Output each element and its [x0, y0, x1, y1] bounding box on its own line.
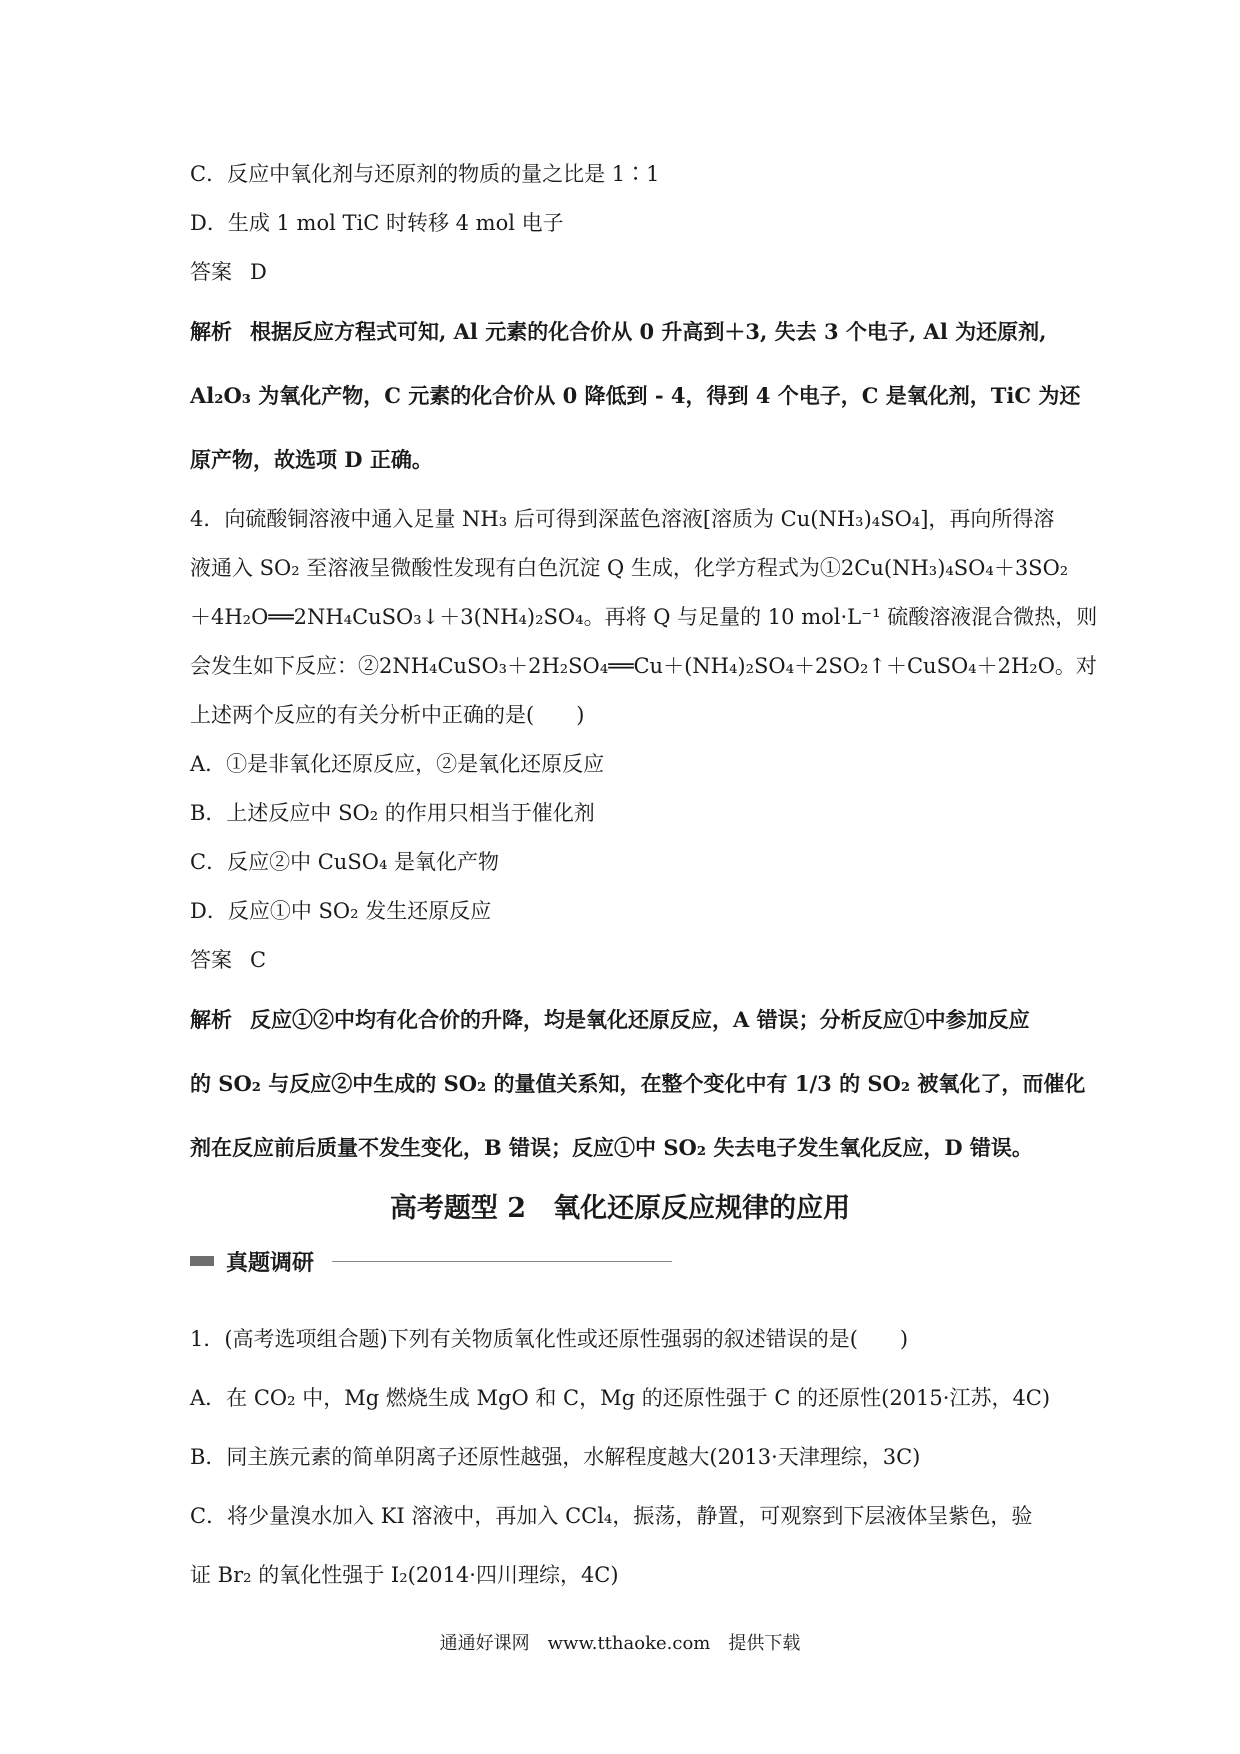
q3-option-d: D．生成 1 mol TiC 时转移 4 mol 电子 — [190, 211, 564, 235]
q4-answer — [190, 946, 1060, 974]
q1-option-a: A．在 CO₂ 中，Mg 燃烧生成 MgO 和 C，Mg 的还原性强于 C 的还原性(2015·江苏，4C) — [190, 1386, 1051, 1410]
q1-option-b: B．同主族元素的简单阴离子还原性越强，水解程度越大(2013·天津理综，3C) — [190, 1445, 921, 1469]
subhead-rule — [332, 1261, 672, 1262]
subhead-bar — [190, 1256, 214, 1266]
q4-option-b: B．上述反应中 SO₂ 的作用只相当于催化剂 — [190, 801, 595, 825]
answer-value: D — [250, 260, 267, 284]
q3-option-c: C．反应中氧化剂与还原剂的物质的量之比是 1∶1 — [190, 162, 660, 186]
q3-analysis-line-3: 原产物，故选项 D 正确。 — [190, 447, 433, 472]
q4-stem-line-5: 上述两个反应的有关分析中正确的是( ) — [190, 703, 585, 727]
q4-stem-line-4: 会发生如下反应：②2NH₄CuSO₃＋2H₂SO₄══Cu＋(NH₄)₂SO₄＋2SO₂↑＋CuSO₄＋2H₂O。对 — [190, 654, 1097, 678]
answer-value: C — [250, 948, 267, 972]
q4-analysis-line-3: 剂在反应前后质量不发生变化，B 错误；反应①中 SO₂ 失去电子发生氧化反应，D 错误。 — [190, 1135, 1033, 1160]
q4-option-c: C．反应②中 CuSO₄ 是氧化产物 — [190, 850, 500, 874]
answer-label: 答案 — [190, 260, 232, 284]
subhead-label: 真题调研 — [226, 1250, 315, 1276]
q1-option-c-line-1: C．将少量溴水加入 KI 溶液中，再加入 CCl₄，振荡，静置，可观察到下层液体呈紫色，验 — [190, 1504, 1033, 1528]
q1-option-c-line-2: 证 Br₂ 的氧化性强于 I₂(2014·四川理综，4C) — [190, 1563, 619, 1587]
q4-option-a: A．①是非氧化还原反应，②是氧化还原反应 — [190, 752, 605, 776]
answer-label: 答案 — [190, 948, 232, 972]
subhead — [190, 1246, 672, 1276]
q3-answer — [190, 258, 1060, 286]
q4-option-d: D．反应①中 SO₂ 发生还原反应 — [190, 899, 492, 923]
q4-stem-line-2: 液通入 SO₂ 至溶液呈微酸性发现有白色沉淀 Q 生成，化学方程式为①2Cu(NH₃)₄SO₄＋3SO₂ — [190, 556, 1069, 580]
footer: 通通好课网 www.tthaoke.com 提供下载 — [439, 1633, 801, 1654]
analysis-label: 解析 — [190, 1007, 232, 1032]
q3-analysis-line-1 — [190, 318, 1060, 346]
q1-stem: 1．(高考选项组合题)下列有关物质氧化性或还原性强弱的叙述错误的是( ) — [190, 1327, 909, 1351]
analysis-text: 反应①②中均有化合价的升降，均是氧化还原反应，A 错误；分析反应①中参加反应 — [250, 1007, 1030, 1032]
q4-analysis-line-1 — [190, 1006, 1060, 1034]
q3-analysis-line-2: Al₂O₃ 为氧化产物，C 元素的化合价从 0 降低到 - 4，得到 4 个电子，C 是氧化剂，TiC 为还 — [190, 383, 1081, 408]
q4-stem-line-1: 4．向硫酸铜溶液中通入足量 NH₃ 后可得到深蓝色溶液[溶质为 Cu(NH₃)₄SO₄]，再向所得溶 — [190, 507, 1055, 531]
section-title: 高考题型 2 氧化还原反应规律的应用 — [389, 1193, 851, 1224]
q4-stem-line-3: ＋4H₂O══2NH₄CuSO₃↓＋3(NH₄)₂SO₄。再将 Q 与足量的 10 mol·L⁻¹ 硫酸溶液混合微热，则 — [190, 605, 1098, 629]
analysis-text: 根据反应方程式可知, Al 元素的化合价从 0 升高到＋3, 失去 3 个电子, Al 为还原剂, — [250, 319, 1047, 344]
analysis-label: 解析 — [190, 319, 232, 344]
q4-analysis-line-2: 的 SO₂ 与反应②中生成的 SO₂ 的量值关系知，在整个变化中有 1/3 的 SO₂ 被氧化了，而催化 — [190, 1071, 1086, 1096]
